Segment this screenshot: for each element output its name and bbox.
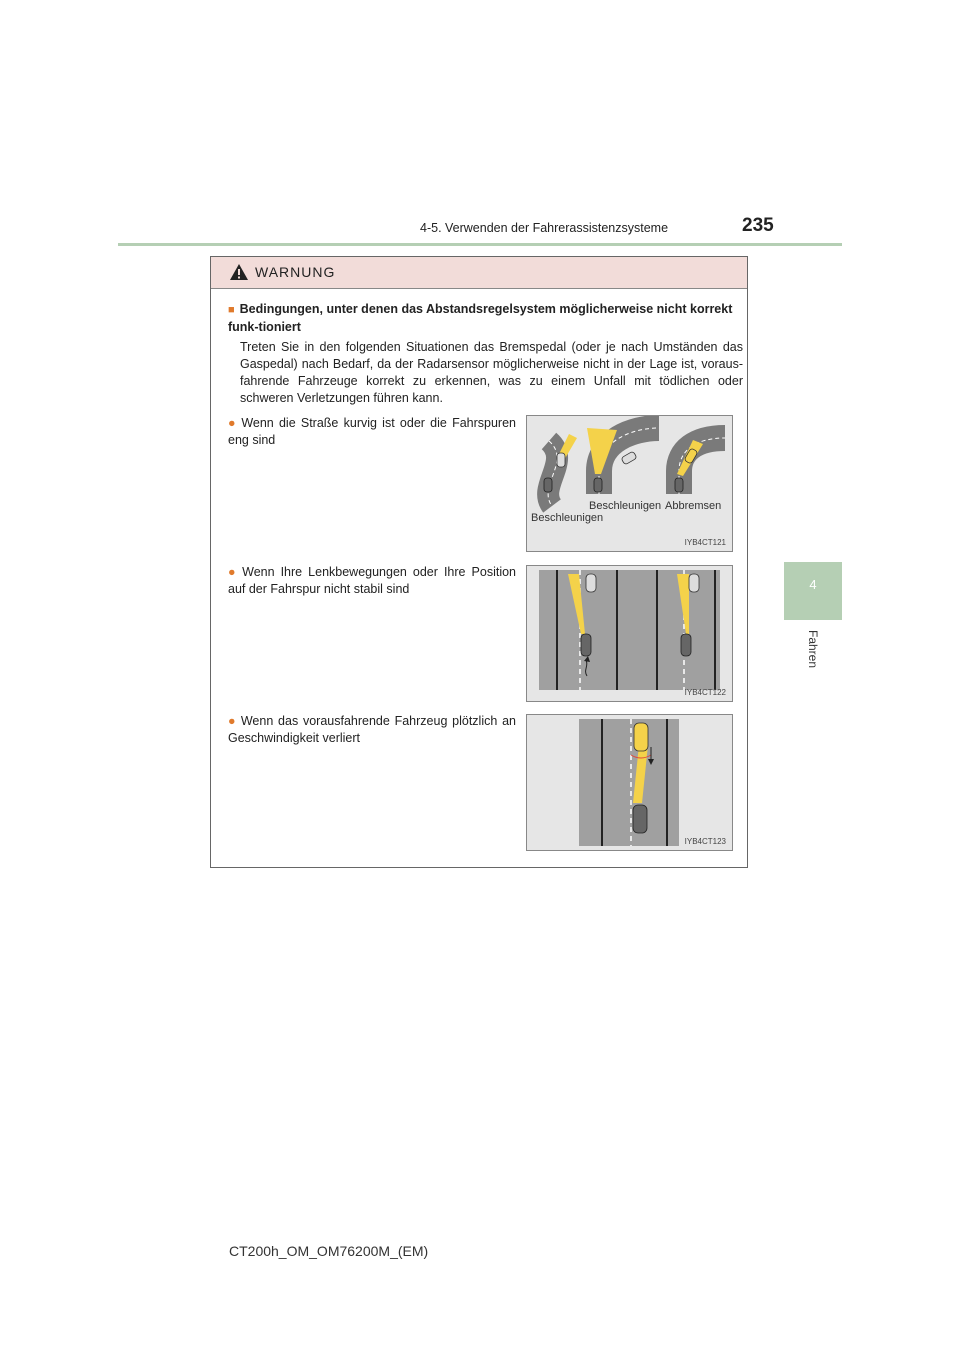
label-decelerate: Abbremsen bbox=[665, 500, 722, 512]
header-rule bbox=[118, 243, 842, 246]
sudden-slowdown-illustration bbox=[527, 715, 732, 850]
bullet-item: ● Wenn das vorausfahrende Fahrzeug plötzlich an Geschwindigkeit verliert bbox=[228, 714, 516, 745]
bullet-item: ● Wenn die Straße kurvig ist oder die Fahrspuren eng sind bbox=[228, 416, 516, 447]
warning-title: WARNUNG bbox=[255, 264, 336, 280]
bullet-item: ● Wenn Ihre Lenkbewegungen oder Ihre Position auf der Fahrspur nicht stabil sind bbox=[228, 565, 516, 596]
condition-title-text: Bedingungen, unter denen das Abstandsregelsystem möglicherweise nicht korrekt funk-tioniert bbox=[228, 302, 733, 334]
warning-triangle-icon bbox=[229, 263, 249, 281]
label-accelerate-2: Beschleunigen bbox=[589, 500, 662, 512]
bullet-text: Wenn die Straße kurvig ist oder die Fahrspuren eng sind bbox=[228, 416, 516, 447]
chapter-number: 4 bbox=[809, 577, 817, 592]
warning-header bbox=[211, 257, 747, 289]
footer-doc-code: CT200h_OM_OM76200M_(EM) bbox=[229, 1243, 429, 1259]
condition-title: ■ Bedingungen, unter denen das Abstandsregelsystem möglicherweise nicht korrekt funk-tioniert bbox=[228, 302, 733, 334]
figure-unsteady-steering bbox=[526, 565, 733, 702]
unsteady-steering-illustration bbox=[527, 566, 732, 701]
figure-code: IYB4CT122 bbox=[684, 688, 726, 697]
label-accelerate-1: Beschleunigen bbox=[531, 512, 604, 524]
header-section-title: 4-5. Verwenden der Fahrerassistenzsysteme bbox=[420, 221, 669, 235]
chapter-tab bbox=[784, 562, 842, 620]
chapter-label-text: Fahren bbox=[806, 630, 820, 669]
bullet-text: Wenn Ihre Lenkbewegungen oder Ihre Position auf der Fahrspur nicht stabil sind bbox=[228, 565, 516, 596]
chapter-label bbox=[784, 630, 842, 700]
figure-sudden-slowdown bbox=[526, 714, 733, 851]
page-number: 235 bbox=[742, 215, 774, 236]
warning-box bbox=[210, 256, 748, 868]
figure-code: IYB4CT123 bbox=[684, 837, 726, 846]
figure-curvy-road bbox=[526, 415, 733, 552]
curvy-road-illustration bbox=[527, 416, 732, 551]
bullet-text: Wenn das vorausfahrende Fahrzeug plötzlich an Geschwindigkeit verliert bbox=[228, 714, 516, 745]
warning-body: Treten Sie in den folgenden Situationen das Bremspedal (oder je nach Umständen das Gaspedal) nach Bedarf, da der Radarsensor möglicherweise nicht in der Lage ist, voraus-fahrende Fahrzeuge korrekt zu erkennen, was zu einem Unfall mit tödlichen oder schweren Verletzungen führen kann. bbox=[240, 340, 743, 405]
figure-code: IYB4CT121 bbox=[684, 538, 726, 547]
